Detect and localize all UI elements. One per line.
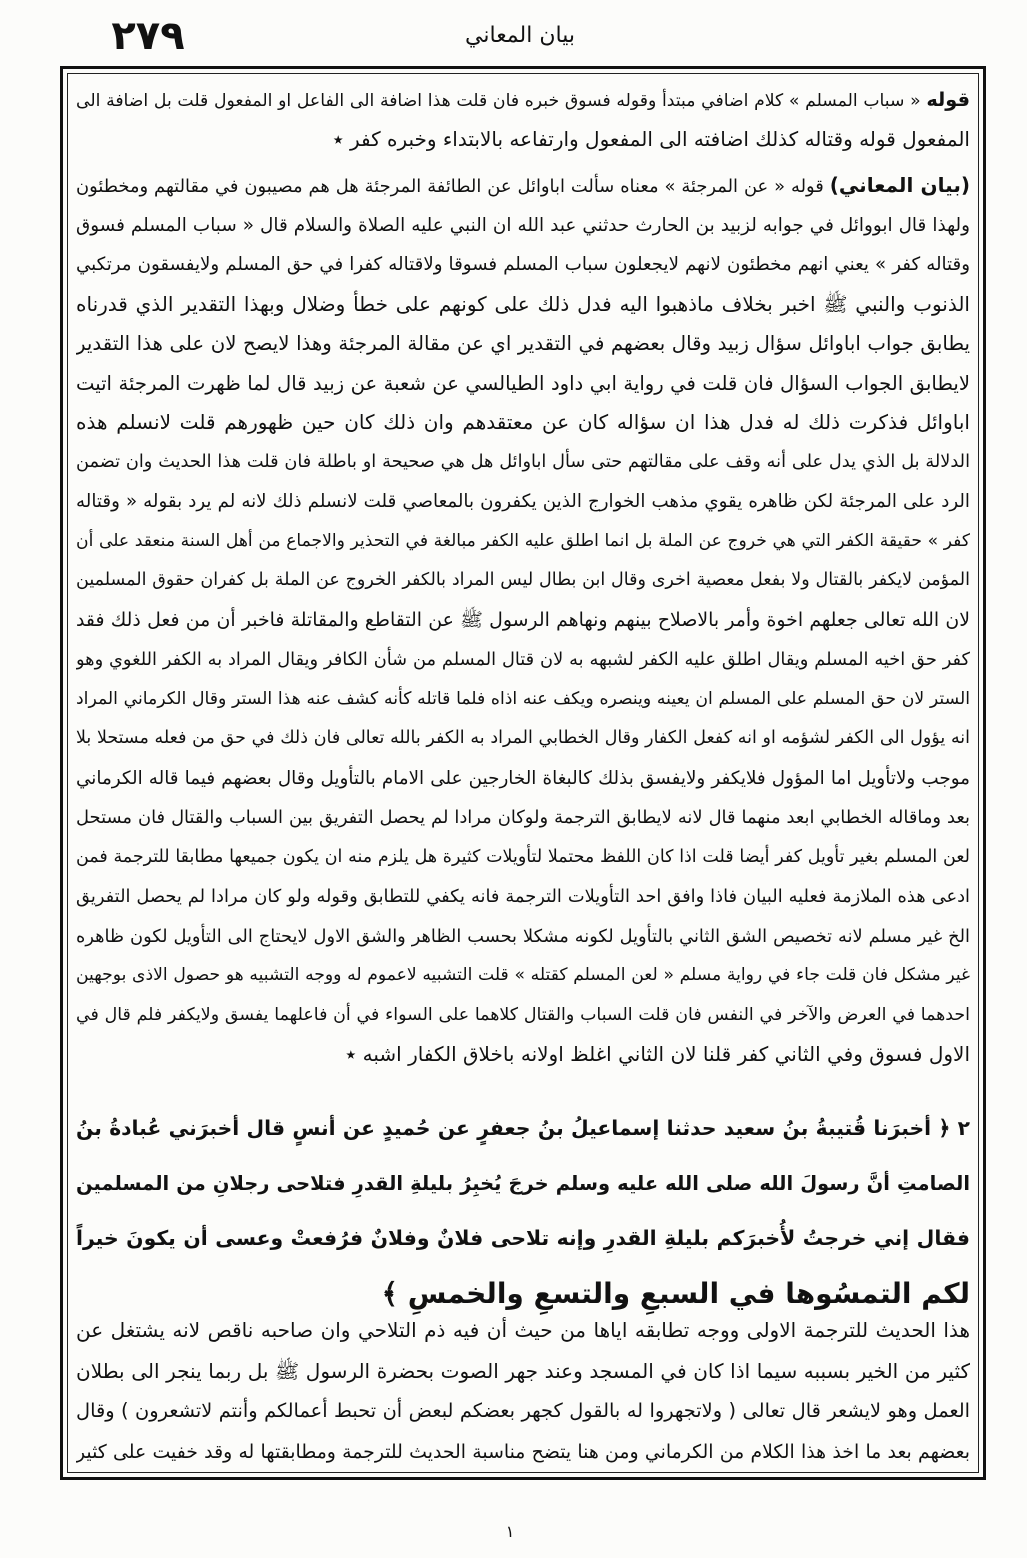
commentary-line: انه يؤول الى الكفر لشؤمه او انه كفعل الكفار وقال الخطابي المراد به الكفر بالله تعالى فان ذلك في حق من فعله مستحلا بلا <box>76 728 970 748</box>
hadith-line <box>76 1101 970 1156</box>
hadith-line: فقال إني خرجتُ لأُخبرَكم بليلةِ القدرِ وإنه تلاحى فلانٌ وفلانٌ فرُفعتْ وعسى أن يكونَ خيراً <box>76 1226 970 1250</box>
commentary-section-2 <box>76 1310 970 1472</box>
commentary-lead: (بيان المعاني) <box>829 173 970 197</box>
commentary-line: بعد وماقاله الخطابي ابعد منهما قال لانه لايطابق الترجمة ولوكان مرادا لم يحصل التفريق بين السباب والقتال فان مستحل <box>76 807 970 828</box>
hadith-number: ٢ <box>957 1116 970 1140</box>
hadith-line: الصامتِ أنَّ رسولَ الله صلى الله عليه وسلم خرجَ يُخبِرُ بليلةِ القدرِ فتلاحى رجلانِ من المسلمين <box>76 1172 970 1195</box>
commentary-line: ادعى هذه الملازمة فعليه البيان فاذا وافق احد التأويلات الترجمة فانه يكفي للتطابق وقوله ولو كان مرادا لم يحصل التفريق <box>76 886 970 907</box>
commentary-line: كثير من الخير بسببه سيما اذا كان في المسجد وعند جهر الصوت بحضرة الرسول ﷺ بل ربما ينجر الى بطلان <box>76 1358 970 1383</box>
commentary-line: يطابق جواب اباوائل سؤال زبيد وقال بعضهم في التقدير اي عن مقالة المرجئة وهذا لايصح لان على هذا التقدير <box>76 332 970 355</box>
commentary-line: الستر لان حق المسلم على المسلم ان يعينه وينصره ويكف عنه اذاه فلما قاتله كأنه كشف عنه هذا الستر وقال الكرماني المراد <box>76 688 970 709</box>
commentary-line: وقتاله كفر » يعني انهم مخطئون لانهم لايجعلون سباب المسلم فسوقا ولاقتاله كفرا في حق المسلم ولايفسقون مرتكبي <box>76 254 970 275</box>
commentary-line: المفعول قوله وقتاله كذلك اضافته الى المفعول وارتفاعه بالابتداء وخبره كفر ٭ <box>332 126 970 151</box>
commentary-line: بعضهم بعد ما اخذ هذا الكلام من الكرماني ومن هنا يتضح مناسبة الحديث للترجمة ومطابقتها له وقد خفيت على كثير <box>76 1440 970 1463</box>
page-number: ٢٧٩ <box>111 13 185 59</box>
commentary-line: موجب ولاتأويل اما المؤول فلايكفر ولايفسق بذلك كالبغاة الخارجين على الامام بالتأويل وقال بعضهم فيما قاله الكرماني <box>76 767 970 789</box>
hadith-line: لكم التمسُوها في السبعِ والتسعِ والخمسِ ﴾ <box>381 1277 970 1310</box>
commentary-line: الذنوب والنبي ﷺ اخبر بخلاف ماذهبوا اليه فدل ذلك على كونهم على خطأ وضلال وبهذا التقدير الذي قدرناه <box>76 291 970 316</box>
commentary-line: لايطابق الجواب السؤال فان قلت في رواية ابي داود الطيالسي عن شعبة عن زبيد قال لما ظهرت المرجئة اتيت <box>76 371 970 395</box>
commentary-line: احدهما في العرض والآخر في النفس فان قلت السباب والقتال كلاهما على السواء في أن فاعلهما يفسق ولايكفر فلم قال في <box>76 1004 970 1025</box>
commentary-line <box>76 166 970 206</box>
commentary-text: « سباب المسلم » كلام اضافي مبتدأ وقوله فسوق خبره فان قلت هذا اضافة الى الفاعل او المفعول قلت بل اضافة الى <box>76 91 927 111</box>
commentary-line: لعن المسلم بغير تأويل كفر أيضا قلت اذا كان اللفظ محتملا لتأويلات كثيرة هل يلزم منه ان يكون جميعها مطابقا للترجمة فمن <box>76 846 970 867</box>
commentary-lead: قوله <box>926 88 970 111</box>
commentary-line: غير مشكل فان قلت جاء في رواية مسلم « لعن المسلم كقتله » قلت التشبيه لاعموم له ووجه التشبيه هو حصول الاذى بوجهين <box>76 965 970 985</box>
commentary-line: المؤمن لايكفر بالقتال ولا بفعل معصية اخرى وقال ابن بطال ليس المراد بالكفر الخروج عن الملة بل كفران حقوق المسلمين <box>76 570 970 590</box>
commentary-line: العمل وهو لايشعر قال تعالى ( ولاتجهروا له بالقول كجهر بعضكم لبعض أن تحبط أعمالكم وأنتم لاتشعرون ) وقال <box>76 1399 970 1422</box>
hadith-line-text: ﴿ أخبرَنا قُتيبةُ بنُ سعيد حدثنا إسماعيلُ بنُ جعفرٍ عن حُميدٍ عن أنسٍ قال أخبرَني عُبادةُ بنُ <box>76 1116 951 1140</box>
commentary-line: الاول فسوق وفي الثاني كفر قلنا لان الثاني اغلظ اولانه باخلاق الكفار اشبه ٭ <box>345 1042 970 1066</box>
commentary-line: الدلالة بل الذي يدل على أنه وقف على مقالتهم حتى سأل اباوائل هل هي صحيحة او باطلة فان قلت هذا الحديث وان تضمن <box>76 451 970 472</box>
commentary-line: كفر حق اخيه المسلم ويقال اطلق عليه الكفر لشبهه به لان قتال المسلم من شأن الكافر ويقال المراد به الكفر اللغوي وهو <box>76 649 970 670</box>
commentary-line: لان الله تعالى جعلهم اخوة وأمر بالاصلاح بينهم ونهاهم الرسول ﷺ عن التقاطع والمقاتلة فاخبر أن من فعل ذلك فقد <box>76 608 970 631</box>
commentary-line: كفر » حقيقة الكفر التي هي خروج عن الملة بل انما اطلق عليه الكفر مبالغة في التحذير والاجماع من أهل السنة منعقد على أن <box>76 530 970 551</box>
commentary-line <box>76 80 970 120</box>
commentary-text: قوله « عن المرجئة » معناه سألت اباوائل عن الطائفة المرجئة هل هم مصيبون في مقالتهم ومخطئون <box>76 176 830 197</box>
commentary-line: اباوائل فذكرت ذلك له فدل هذا ان سؤاله كان عن معتقدهم وان ذلك كان حين ظهورهم قلت لانسلم هذه <box>76 410 970 434</box>
commentary-line: الخ غير مسلم لانه تخصيص الشق الثاني بالتأويل لكونه مشكلا بحسب الظاهر والشق الاول لايحتاج الى التأويل لكون ظاهره <box>76 925 970 947</box>
commentary-line: الرد على المرجئة لكن ظاهره يقوي مذهب الخوارج الذين يكفرون بالمعاصي قلت لانسلم ذلك لانه لم يرد بقوله « وقتاله <box>76 491 970 512</box>
hadith-text <box>76 1101 970 1321</box>
running-title: بيان المعاني <box>465 23 575 48</box>
commentary-section-1 <box>76 80 970 1075</box>
commentary-line: ولهذا قال ابووائل في جوابه لزبيد بن الحارث حدثني عبد الله ان النبي عليه الصلاة والسلام قال « سباب المسلم فسوق <box>76 214 970 236</box>
commentary-line: هذا الحديث للترجمة الاولى ووجه تطابقه اياها من حيث أن فيه ذم التلاحي وان صاحبه ناقص لانه يشتغل عن <box>76 1318 970 1342</box>
signature-mark: ١ <box>505 1522 515 1541</box>
